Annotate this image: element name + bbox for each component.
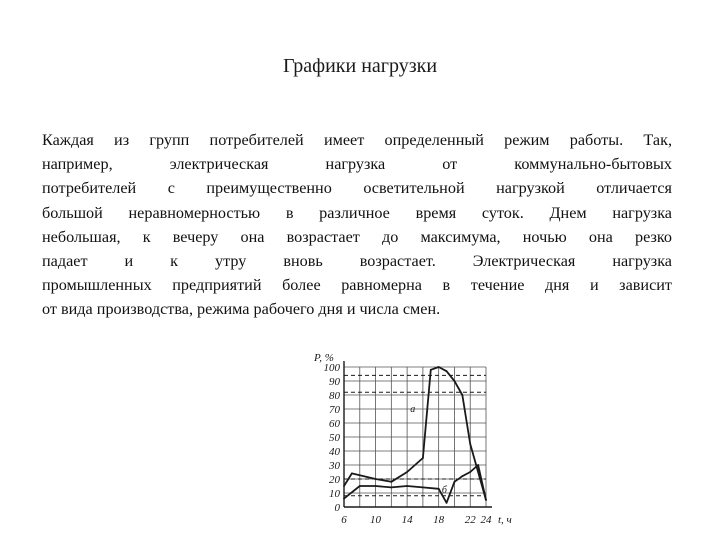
load-chart [300, 345, 530, 535]
y-tick-label: 10 [329, 488, 340, 500]
data-point [461, 394, 463, 396]
y-tick-label: 80 [329, 390, 340, 402]
y-tick-label: 50 [329, 432, 340, 444]
data-point [390, 487, 392, 489]
paragraph-line: от вида производства, режима рабочего дня и числа смен. [42, 300, 441, 319]
data-point [430, 369, 432, 371]
series-label: б [441, 485, 447, 496]
data-point [406, 471, 408, 473]
data-point [485, 499, 487, 501]
data-point [351, 473, 353, 475]
y-tick-label: 90 [329, 376, 340, 388]
series-line-b [344, 465, 486, 503]
series-label: a [410, 403, 416, 415]
data-point [446, 370, 448, 372]
x-tick-label: 22 [464, 514, 476, 526]
paragraph-line: падает и к утру вновь возрастает. Электрическая нагрузка [42, 252, 672, 271]
data-point [422, 487, 424, 489]
y-tick-label: 0 [334, 502, 340, 514]
data-point [390, 481, 392, 483]
data-point [446, 502, 448, 504]
data-point [375, 485, 377, 487]
data-point [438, 488, 440, 490]
data-point [477, 464, 479, 466]
paragraph-line: небольшая, к вечеру она возрастает до максимума, ночью она резко [42, 227, 672, 246]
data-point [406, 485, 408, 487]
data-point [438, 366, 440, 368]
data-point [343, 485, 345, 487]
paragraph-line: потребителей с преимущественно осветительной нагрузкой отличается [42, 179, 672, 198]
paragraph-line: например, электрическая нагрузка от коммунально-бытовых [42, 155, 672, 174]
body-paragraph [42, 128, 672, 322]
load-chart-svg [300, 345, 530, 535]
page-title: Графики нагрузки [282, 55, 438, 77]
x-tick-label: 14 [401, 514, 413, 526]
data-point [359, 485, 361, 487]
paragraph-line: промышленных предприятий более равномерна в течение дня и зависит [42, 276, 672, 295]
x-tick-label: 18 [433, 514, 445, 526]
data-point [469, 471, 471, 473]
y-tick-label: 70 [329, 404, 340, 416]
data-point [461, 475, 463, 477]
x-tick-label: 24 [480, 514, 492, 526]
y-tick-label: 60 [329, 418, 340, 430]
y-tick-label: 100 [323, 362, 340, 374]
x-tick-label: 10 [370, 514, 382, 526]
x-axis-label: t, ч [498, 514, 512, 526]
y-tick-label: 40 [329, 446, 340, 458]
y-tick-label: 20 [329, 474, 340, 486]
data-point [343, 498, 345, 500]
y-tick-label: 30 [329, 460, 340, 472]
data-point [422, 457, 424, 459]
series-line-a [344, 367, 486, 500]
y-axis-label: P, % [314, 352, 334, 364]
paragraph-line: Каждая из групп потребителей имеет определенный режим работы. Так, [42, 131, 672, 149]
data-point [469, 443, 471, 445]
x-tick-label: 6 [341, 514, 347, 526]
data-point [454, 380, 456, 382]
data-point [454, 481, 456, 483]
paragraph-line: большой неравномерностью в различное время суток. Днем нагрузка [42, 203, 672, 222]
data-point [375, 478, 377, 480]
